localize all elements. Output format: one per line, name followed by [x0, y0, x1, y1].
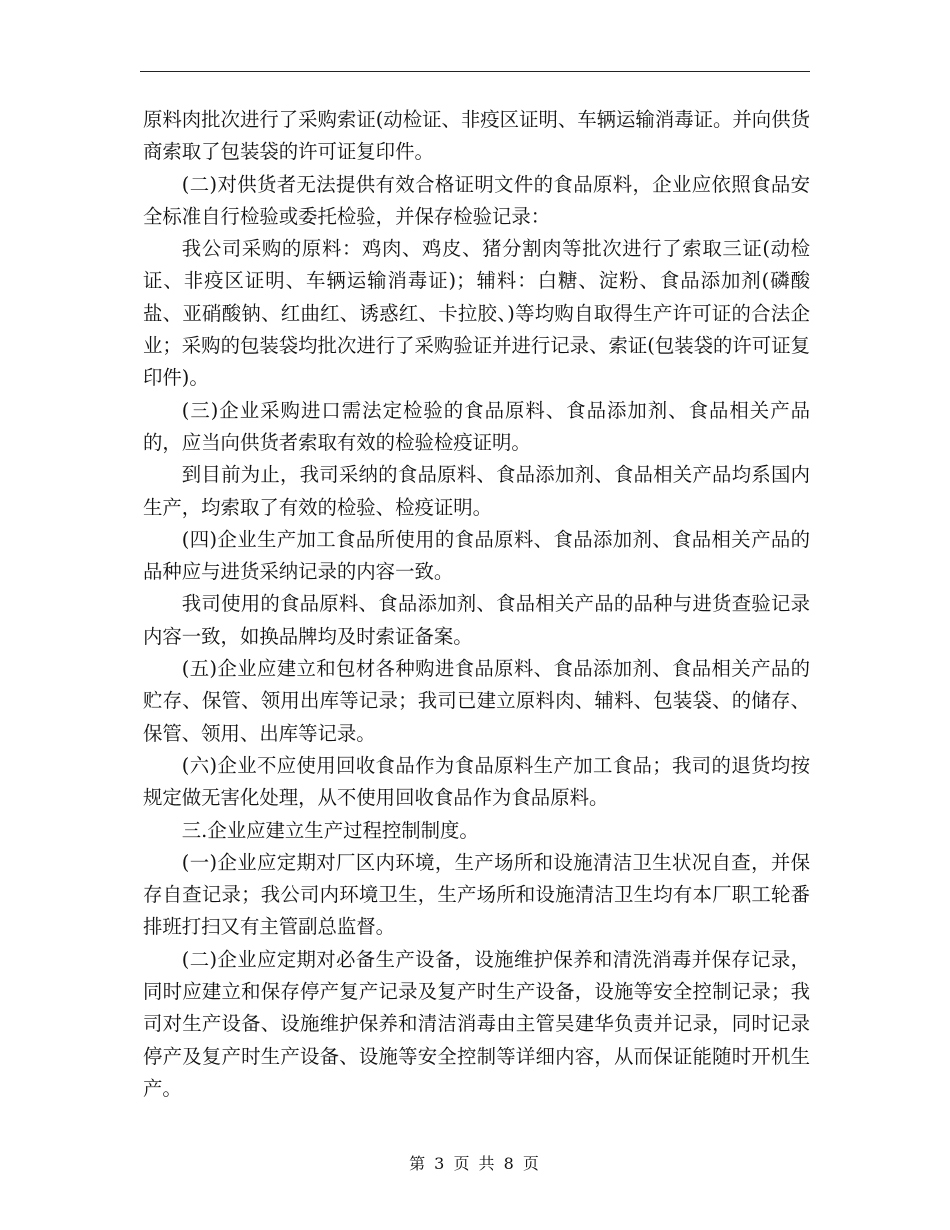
paragraph-7: 我司使用的食品原料、食品添加剂、食品相关产品的品种与进货查验记录内容一致，如换品牌均及时索证备案。 [143, 592, 810, 648]
header-rule [140, 71, 810, 72]
paragraph-1: 原料肉批次进行了采购索证(动检证、非疫区证明、车辆运输消毒证。并向供货商索取了包装袋的许可证复印件。 [143, 108, 810, 164]
section-heading: 三.企业应建立生产过程控制制度。 [181, 818, 479, 842]
paragraph-2: (二)对供货者无法提供有效合格证明文件的食品原料，企业应依照食品安全标准自行检验或委托检验，并保存检验记录： [143, 172, 810, 228]
paragraph-8: (五)企业应建立和包材各种购进食品原料、食品添加剂、食品相关产品的贮存、保管、领用出库等记录；我司已建立原料肉、辅料、包装袋、的储存、保管、领用、出库等记录。 [143, 657, 810, 745]
paragraph-12: (二)企业应定期对必备生产设备，设施维护保养和清洗消毒并保存记录，同时应建立和保存停产复产记录及复产时生产设备，设施等安全控制记录；我司对生产设备、设施维护保养和清洁消毒由主管吴建华负责并记录，同时记录停产及复产时生产设备、设施等安全控制等详细内容，从而保证能随时开机生产。 [143, 947, 810, 1100]
paragraph-4: (三)企业采购进口需法定检验的食品原料、食品添加剂、食品相关产品的，应当向供货者索取有效的检验检疫证明。 [143, 398, 810, 454]
paragraph-3: 我公司采购的原料：鸡肉、鸡皮、猪分割肉等批次进行了索取三证(动检证、非疫区证明、车辆运输消毒证)；辅料：白糖、淀粉、食品添加剂(磷酸盐、亚硝酸钠、红曲红、诱惑红、卡拉胶、)等均购自取得生产许可证的合法企业；采购的包装袋均批次进行了采购验证并进行记录、索证(包装袋的许可证复印件)。 [143, 237, 810, 390]
page-number: 第 3 页 共 8 页 [409, 1154, 541, 1173]
document-body [143, 104, 810, 1105]
paragraph-9: (六)企业不应使用回收食品作为食品原料生产加工食品；我司的退货均按规定做无害化处理，从不使用回收食品作为食品原料。 [143, 753, 810, 810]
paragraph-5: 到目前为止，我司采纳的食品原料、食品添加剂、食品相关产品均系国内生产，均索取了有效的检验、检疫证明。 [143, 463, 810, 519]
paragraph-6: (四)企业生产加工食品所使用的食品原料、食品添加剂、食品相关产品的品种应与进货采纳记录的内容一致。 [143, 527, 810, 584]
paragraph-11: (一)企业应定期对厂区内环境，生产场所和设施清洁卫生状况自查，并保存自查记录；我公司内环境卫生，生产场所和设施清洁卫生均有本厂职工轮番排班打扫又有主管副总监督。 [143, 850, 810, 939]
